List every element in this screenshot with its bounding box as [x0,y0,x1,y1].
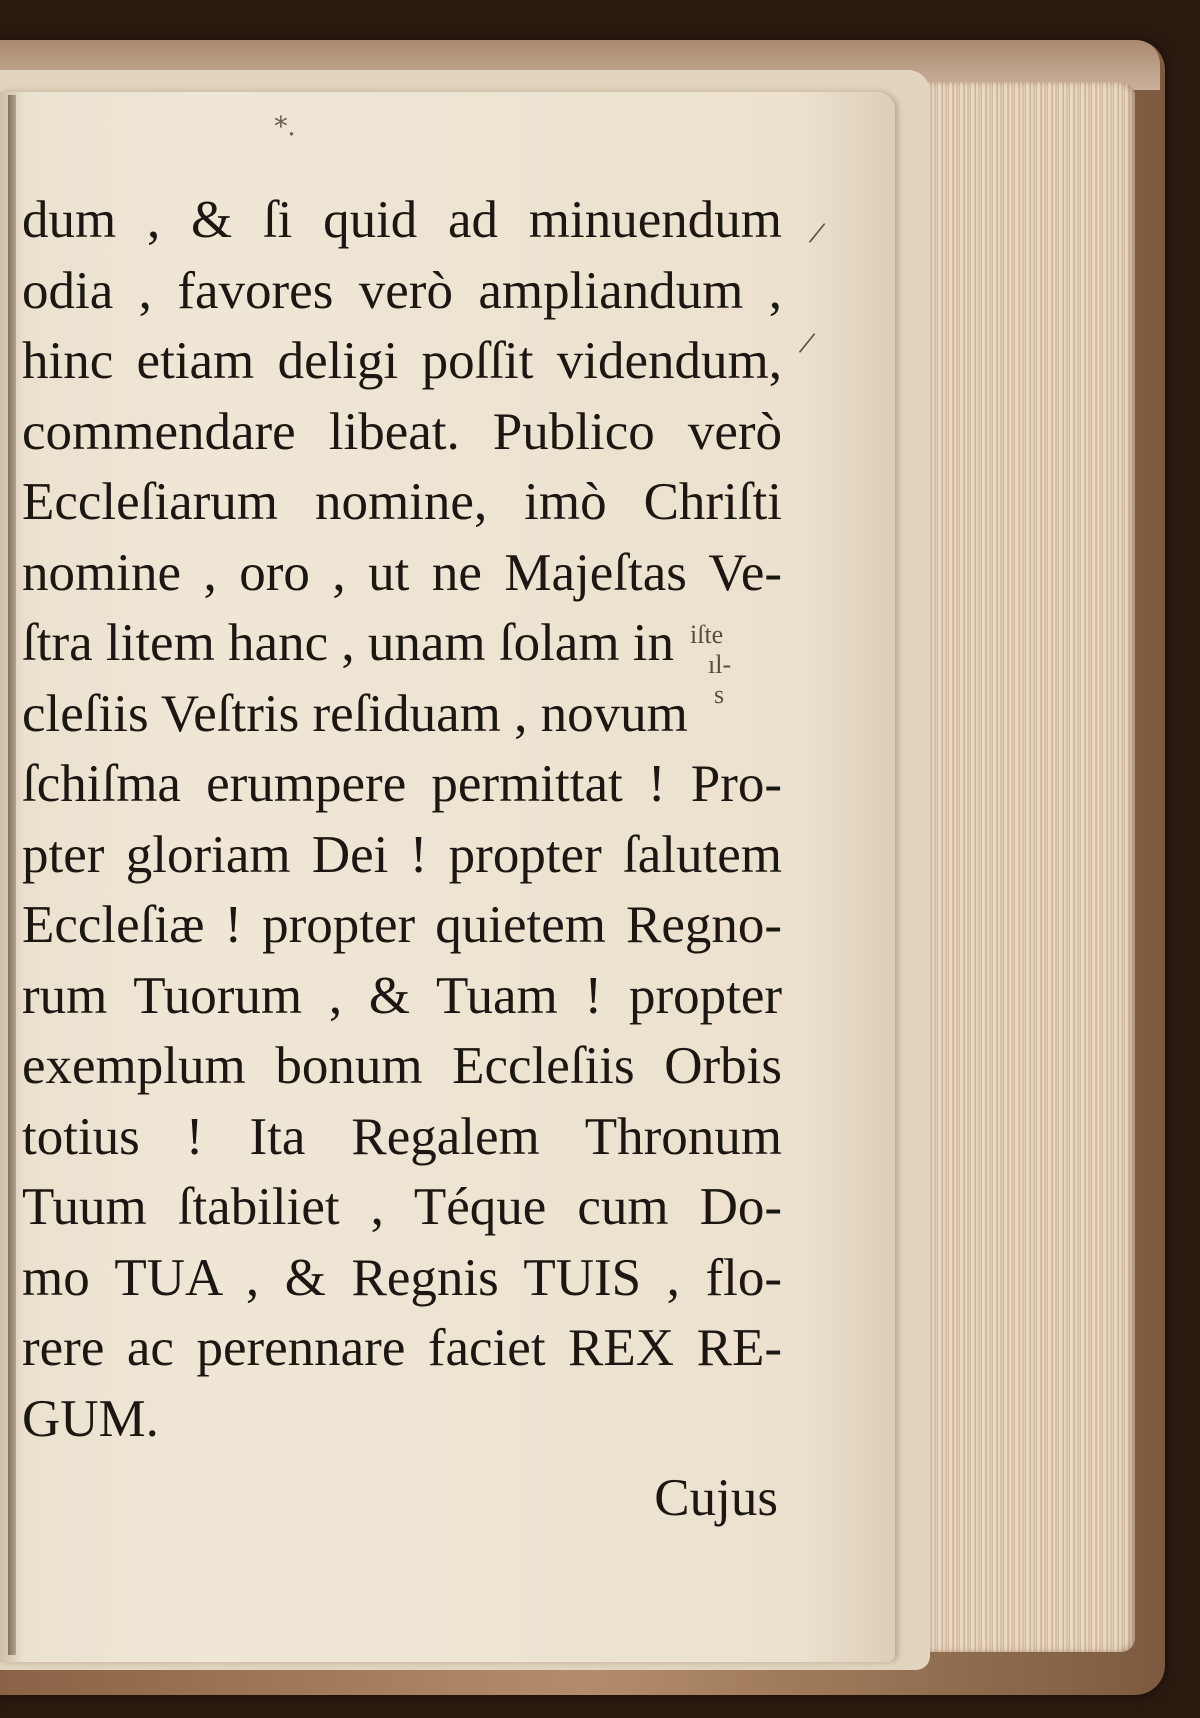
text-line: Eccleſiæ ! propter quietem Regno- [22,896,782,954]
text-line: hinc etiam deligi poſſit videndum, [22,332,782,390]
bleed-through-text [690,620,760,710]
text-line: dum , & ſi quid ad minuendum [22,191,782,249]
text-line: pter gloriam Dei ! propter ſalutem [22,825,782,884]
text-line: ſtra litem hanc , unam ſolam in [22,614,675,672]
text-line: ſchiſma erumpere permittat ! Pro- [22,755,782,813]
margin-tick-mark: / [806,214,828,253]
text-line: mo TUA , & Regnis TUIS , flo- [22,1248,782,1307]
text-line: odia , favores verò ampliandum , [22,261,782,320]
text-line: cleſiis Veſtris reſiduam , novum [22,684,688,743]
text-line: exemplum bonum Eccleſiis Orbis [22,1037,782,1095]
bleed-line: ıl- [708,650,732,679]
margin-tick-mark: / [796,324,818,363]
page-fore-edge [905,82,1135,1652]
page-text [22,185,782,1454]
text-line: GUM. [22,1389,159,1448]
bleed-line: iſte [690,620,724,649]
text-line: totius ! Ita Regalem Thronum [22,1107,782,1166]
text-line: Eccleſiarum nomine, imò Chriſti [22,473,782,531]
text-line: commendare libeat. Publico verò [22,402,782,461]
text-line: nomine , oro , ut ne Majeſtas Ve- [22,543,782,602]
bleed-line: s [714,680,725,709]
text-line: rere ac perennare faciet REX RE- [22,1319,782,1377]
text-line: rum Tuorum , & Tuam ! propter [22,966,782,1025]
page-header-mark: *. [274,112,296,142]
binding-gutter [8,95,16,1655]
text-line: Tuum ſtabiliet , Téque cum Do- [22,1178,782,1236]
catchword: Cujus [654,1469,778,1527]
